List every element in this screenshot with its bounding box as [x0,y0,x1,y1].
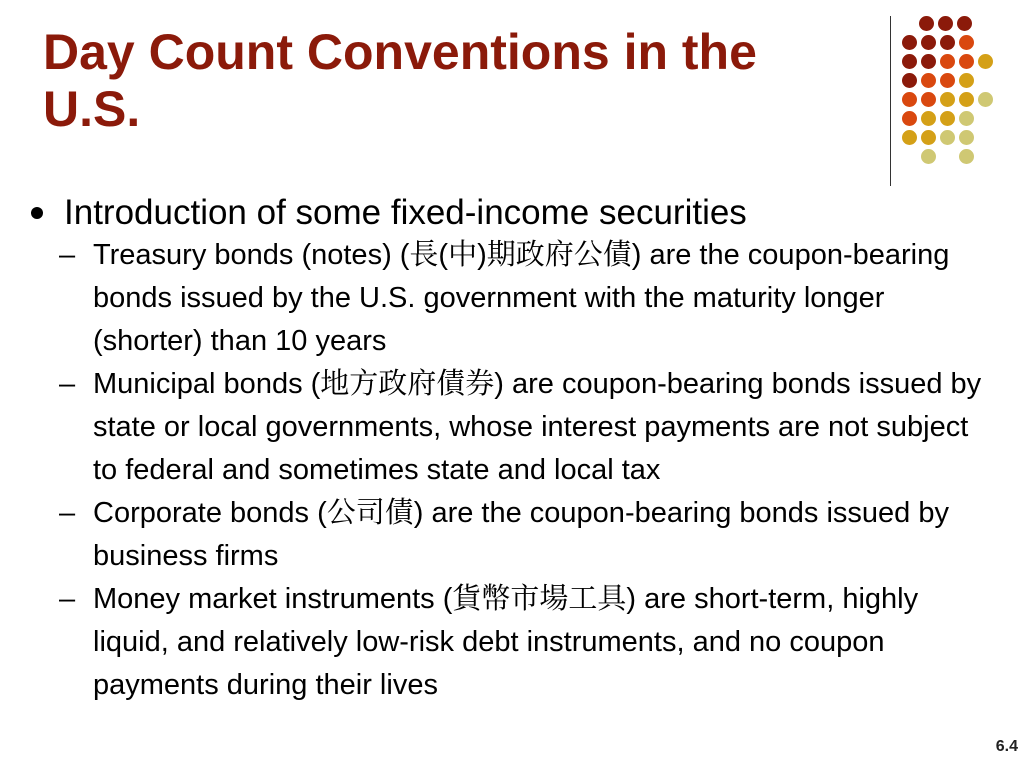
decorative-dot [940,54,955,69]
decorative-dot [921,111,936,126]
decorative-dot [959,92,974,107]
decorative-dot [902,92,917,107]
decorative-dot [940,73,955,88]
decorative-dot [959,111,974,126]
page-number: 6.4 [995,738,1018,755]
decorative-dot [959,73,974,88]
decorative-dot [902,130,917,145]
dash-marker: – [59,583,76,615]
decorative-dot [940,35,955,50]
sub-bullet-text: Money market instruments (貨幣市場工具) are short-term, highly liquid, and relatively low-risk debt instruments, and no coupon payments during their lives [93,583,919,701]
bullet-marker [31,207,43,219]
sub-bullet-item [20,492,993,578]
sub-bullet-item [20,578,993,707]
decorative-dot [921,92,936,107]
dash-marker: – [59,497,76,529]
dash-marker: – [59,368,76,400]
decorative-dot [921,35,936,50]
decorative-dot [902,54,917,69]
decorative-dot [959,149,974,164]
decorative-dot [921,73,936,88]
decorative-dot [902,73,917,88]
decorative-dot [959,35,974,50]
sub-bullet-item [20,363,993,492]
decorative-dot [959,54,974,69]
decorative-dot [959,130,974,145]
decorative-dot [902,111,917,126]
bullet-text: Introduction of some fixed-income securities [64,193,747,232]
decorative-dot [921,149,936,164]
decorative-dot [957,16,972,31]
decorative-dot [940,111,955,126]
decorative-dot [940,130,955,145]
sub-bullet-text: Treasury bonds (notes) (長(中)期政府公債) are the coupon-bearing bonds issued by the U.S. government with the maturity longer (shorter) than 10 years [93,239,950,357]
decorative-dot [902,35,917,50]
sub-bullet-text: Municipal bonds (地方政府債券) are coupon-bearing bonds issued by state or local governments, whose interest payments are not subject to federal and sometimes state and local tax [93,368,982,486]
decorative-dot-grid [902,10,1012,170]
slide-body [20,192,1020,707]
dash-marker: – [59,239,76,271]
decorative-dot [978,92,993,107]
sub-bullet-text: Corporate bonds (公司債) are the coupon-bearing bonds issued by business firms [93,497,949,572]
bullet-item [20,192,1020,234]
decorative-dot [921,130,936,145]
decorative-dot [978,54,993,69]
sub-bullet-item [20,234,993,363]
decorative-dot [921,54,936,69]
decorative-dot [940,92,955,107]
title-divider-line [890,16,891,186]
decorative-dot [938,16,953,31]
slide-title: Day Count Conventions in the U.S. [43,24,757,137]
decorative-dot [919,16,934,31]
